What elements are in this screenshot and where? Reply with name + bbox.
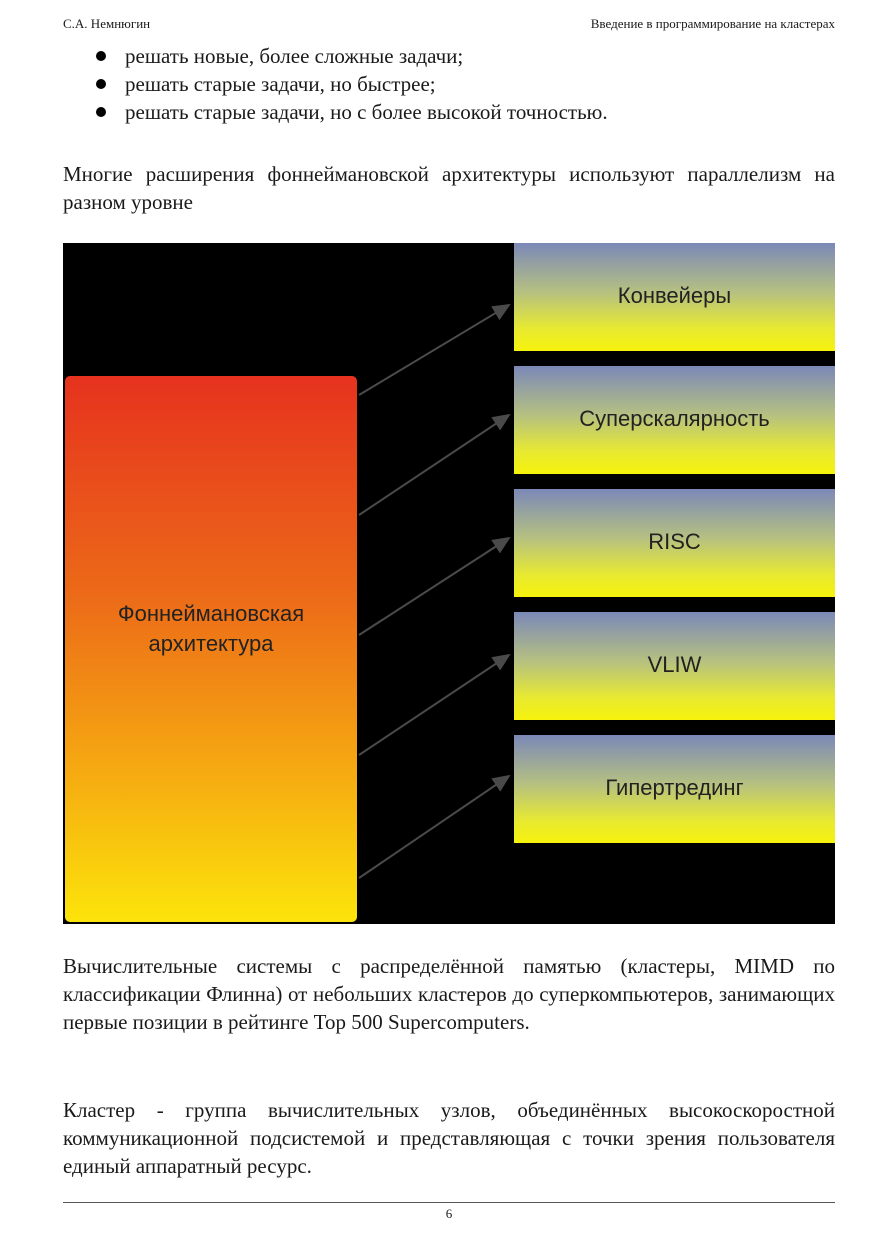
list-item: решать старые задачи, но с более высокой точностью. xyxy=(96,98,608,126)
header-title: Введение в программирование на кластерах xyxy=(590,16,835,31)
footer-divider xyxy=(63,1202,835,1203)
hyperthreading-box: Гипертрединг xyxy=(514,735,835,843)
arrow-2 xyxy=(359,415,509,515)
arrow-1 xyxy=(359,305,509,395)
paragraph-cluster: Кластер - группа вычислительных узлов, объединённых высокоскоростной коммуникационной подсистемой и представляющая с точки зрения пользователя единый аппаратный ресурс. xyxy=(63,1098,835,1178)
list-item: решать новые, более сложные задачи; xyxy=(96,42,608,70)
arrow-3 xyxy=(359,538,509,635)
paragraph-distributed: Вычислительные системы с распределённой памятью (кластеры, MIMD по классификации Флинна) от небольших кластеров до суперкомпьютеров, занимающих первые позиции в рейтинге Top 500 Supercomputers. xyxy=(63,954,835,1034)
arrow-4 xyxy=(359,655,509,755)
list-item: решать старые задачи, но быстрее; xyxy=(96,70,608,98)
bullet-list xyxy=(96,42,608,126)
bullet-icon xyxy=(96,51,106,61)
von-neumann-label: Фоннеймановская архитектура xyxy=(117,601,305,656)
architecture-diagram xyxy=(63,243,835,924)
page-header xyxy=(63,16,835,36)
arrow-5 xyxy=(359,776,509,878)
bullet-icon xyxy=(96,79,106,89)
page-number: 6 xyxy=(445,1206,453,1221)
pipelines-box: Конвейеры xyxy=(514,243,835,351)
vliw-box: VLIW xyxy=(514,612,835,720)
paragraph-intro: Многие расширения фоннеймановской архитектуры используют параллелизм на разном уровне xyxy=(63,162,835,214)
superscalar-box: Суперскалярность xyxy=(514,366,835,474)
von-neumann-box xyxy=(65,376,357,922)
bullet-icon xyxy=(96,107,106,117)
header-author: С.А. Немнюгин xyxy=(63,16,151,31)
risc-box: RISC xyxy=(514,489,835,597)
